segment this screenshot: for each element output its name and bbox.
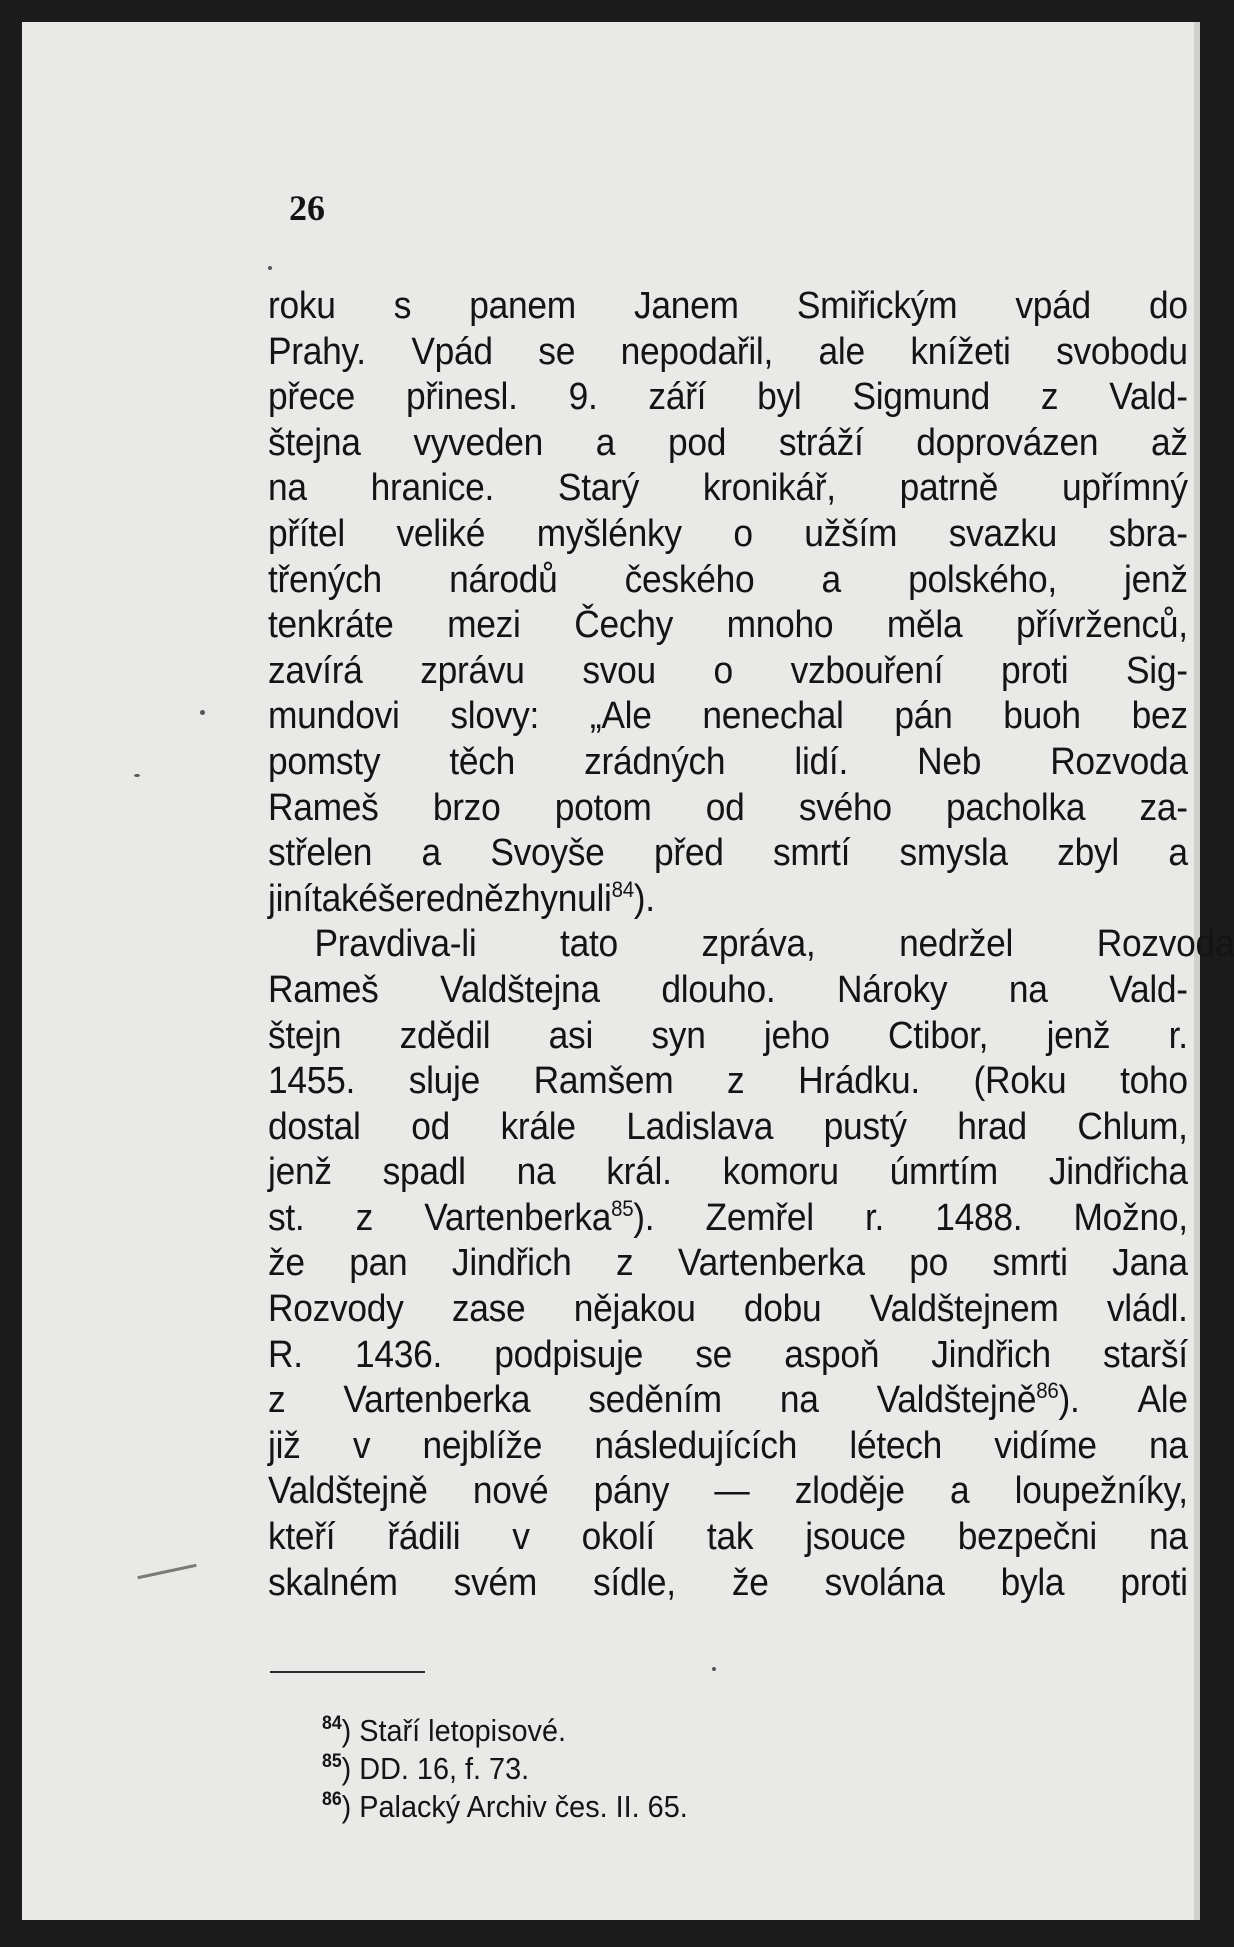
word: z xyxy=(615,1242,634,1285)
word: tenkráte xyxy=(268,604,394,647)
word: okolí xyxy=(581,1516,655,1559)
word: panem xyxy=(469,285,576,327)
book-page xyxy=(22,22,1234,1920)
word: smysla xyxy=(899,832,1008,875)
page-speck xyxy=(200,710,205,715)
word: řádili xyxy=(387,1516,461,1559)
word: svobodu xyxy=(1056,330,1188,373)
word: nedržel xyxy=(899,923,1014,966)
word: národů xyxy=(449,558,558,601)
text-line xyxy=(268,330,1188,376)
word: st. xyxy=(268,1196,305,1239)
word: spadl xyxy=(382,1151,466,1194)
word: svazku xyxy=(948,512,1058,555)
text-line xyxy=(268,740,1188,786)
text-line xyxy=(268,1014,1188,1060)
word: sluje xyxy=(408,1060,480,1103)
word: až xyxy=(1150,421,1188,464)
page-speck xyxy=(268,266,272,270)
word: jsouce xyxy=(805,1516,906,1559)
text-line xyxy=(268,1059,1188,1105)
word: zavírá xyxy=(268,649,363,692)
word: Valdštejně xyxy=(268,1470,428,1513)
text-line xyxy=(268,1150,1188,1196)
text-line xyxy=(268,1333,1188,1379)
word: polského, xyxy=(908,558,1057,601)
text-line xyxy=(268,786,1188,832)
word: jenž xyxy=(268,1151,332,1194)
word: z xyxy=(727,1060,745,1103)
word: Možno, xyxy=(1073,1196,1188,1239)
word: štejn xyxy=(268,1014,342,1057)
word: r. xyxy=(865,1196,885,1239)
word: jenž xyxy=(1046,1014,1111,1057)
word: od xyxy=(411,1105,450,1148)
word: po xyxy=(909,1242,949,1285)
word: vpád xyxy=(1015,285,1091,327)
word: skalném xyxy=(268,1561,398,1604)
word: 1488. xyxy=(935,1196,1023,1239)
word: r. xyxy=(1168,1014,1188,1057)
footnote-ref-close: ). xyxy=(1058,1379,1080,1422)
word: vidíme xyxy=(994,1424,1097,1467)
word: ale xyxy=(818,330,865,373)
word: tak xyxy=(706,1516,754,1559)
word-with-ref xyxy=(424,1196,654,1242)
word: přinesl. xyxy=(405,376,518,419)
word: na xyxy=(779,1379,819,1422)
word: 1455. xyxy=(268,1060,356,1103)
word: roku xyxy=(268,285,336,327)
text-line xyxy=(268,831,1188,877)
word: přítel xyxy=(268,512,345,555)
word: přívrženců, xyxy=(1016,604,1188,647)
word-with-ref xyxy=(877,1378,1080,1424)
word: zpráva, xyxy=(701,923,816,966)
word: Sigmund xyxy=(852,376,990,419)
text-line xyxy=(268,1424,1188,1470)
word: a xyxy=(595,421,616,464)
word: pán xyxy=(894,695,953,738)
word: jeho xyxy=(763,1014,830,1057)
text-line xyxy=(268,694,1188,740)
word: svou xyxy=(582,649,656,692)
text-line xyxy=(268,375,1188,421)
word: střelen xyxy=(268,832,373,875)
word: zdědil xyxy=(399,1014,491,1057)
word: „Ale xyxy=(589,695,652,738)
word: (Roku xyxy=(973,1060,1067,1103)
text-line xyxy=(268,603,1188,649)
word: mezi xyxy=(447,604,521,647)
word: Hrádku. xyxy=(798,1060,920,1103)
word: pan xyxy=(349,1242,408,1285)
word: Vald- xyxy=(1109,376,1188,419)
word: o xyxy=(713,649,733,692)
word: zprávu xyxy=(420,649,525,692)
word: 1436. xyxy=(354,1333,443,1376)
text-line xyxy=(268,1105,1188,1151)
word: buoh xyxy=(1003,695,1081,738)
word: létech xyxy=(849,1424,943,1467)
word: přece xyxy=(268,376,356,419)
word: vládl. xyxy=(1106,1288,1188,1331)
word: smrtí xyxy=(772,832,851,875)
word: že xyxy=(731,1561,769,1604)
word: mundovi xyxy=(268,695,400,738)
word: z xyxy=(355,1196,374,1239)
word: na xyxy=(516,1151,556,1194)
word: Ladislava xyxy=(626,1105,774,1148)
text-line xyxy=(268,284,1188,330)
word: seděním xyxy=(588,1379,722,1422)
word: a xyxy=(1168,832,1188,875)
word: Jindřich xyxy=(451,1242,572,1285)
word: veliké xyxy=(396,512,486,555)
footnote-ref-close: ). xyxy=(633,877,655,920)
text-line xyxy=(268,1378,1188,1424)
word: o xyxy=(733,512,753,555)
word: zase xyxy=(451,1288,526,1331)
word: těch xyxy=(449,740,516,783)
word: Zemřel xyxy=(705,1196,814,1239)
word: pustý xyxy=(823,1105,907,1148)
word: na xyxy=(1148,1516,1188,1559)
word: Ctibor, xyxy=(888,1014,989,1057)
word: jiní xyxy=(268,877,313,920)
word: Ramšem xyxy=(533,1060,674,1103)
word: jenž xyxy=(1124,558,1188,601)
word: v xyxy=(352,1424,371,1467)
word: a xyxy=(950,1470,970,1513)
word: se xyxy=(695,1333,732,1376)
word: Smiřickým xyxy=(796,285,958,327)
word: Rozvoda xyxy=(1050,740,1188,783)
word: sídle, xyxy=(593,1561,676,1604)
word: pacholka xyxy=(945,786,1086,829)
word: Vartenberka xyxy=(677,1242,865,1285)
word: R. xyxy=(268,1333,303,1376)
page-speck xyxy=(134,774,140,777)
text-line xyxy=(268,877,1188,923)
word: toho xyxy=(1120,1060,1188,1103)
word: Janem xyxy=(634,285,739,327)
word: Nároky xyxy=(837,968,948,1011)
word: z xyxy=(268,1379,286,1422)
word: Jana xyxy=(1112,1242,1188,1285)
page-scratch xyxy=(137,1564,196,1579)
word: dostal xyxy=(268,1105,361,1148)
word: na xyxy=(268,467,307,510)
word: na xyxy=(1008,968,1048,1011)
word: nové xyxy=(472,1470,549,1513)
word: Jindřicha xyxy=(1048,1151,1188,1194)
word: do xyxy=(1149,285,1188,327)
text-line xyxy=(268,1196,1188,1242)
text-line xyxy=(268,649,1188,695)
word: Prahy. xyxy=(268,330,366,373)
word: — xyxy=(714,1470,750,1513)
word: Sig- xyxy=(1126,649,1188,692)
word: Rameš xyxy=(268,786,379,829)
word: dobu xyxy=(743,1288,822,1331)
word: Starý xyxy=(557,467,639,510)
word: Neb xyxy=(917,740,982,783)
word: měla xyxy=(886,604,963,647)
word: byla xyxy=(1000,1561,1065,1604)
word: dlouho. xyxy=(661,968,776,1011)
footnote-separator xyxy=(270,1671,425,1673)
word: slovy: xyxy=(450,695,540,738)
word: Svoyše xyxy=(490,832,605,875)
word: zloděje xyxy=(794,1470,905,1513)
word: Rozvoda xyxy=(1096,923,1234,966)
word: šeredně xyxy=(377,877,504,920)
word: komoru xyxy=(722,1151,839,1194)
word: z xyxy=(1040,376,1059,419)
word: potom xyxy=(554,786,652,829)
word: svolána xyxy=(824,1561,945,1604)
footnote-ref-86: 86 xyxy=(1036,1378,1059,1404)
footnote-ref-85: 85 xyxy=(611,1195,634,1221)
word: září xyxy=(648,376,707,419)
word: loupežníky, xyxy=(1014,1470,1188,1513)
text-line xyxy=(268,558,1188,604)
page-number: 26 xyxy=(289,188,325,228)
word: sbra- xyxy=(1108,512,1188,555)
word: myšlénky xyxy=(536,512,682,555)
word: Čechy xyxy=(574,604,673,647)
word: Rameš xyxy=(268,968,379,1011)
word: knížeti xyxy=(910,330,1011,373)
word: krále xyxy=(500,1105,576,1148)
word: král. xyxy=(606,1151,672,1194)
word: svém xyxy=(453,1561,538,1604)
word: že xyxy=(268,1242,305,1285)
footnote-ref-close: ). xyxy=(633,1196,655,1239)
word: úmrtím xyxy=(889,1151,998,1194)
word: aspoň xyxy=(784,1333,880,1376)
word: před xyxy=(653,832,724,875)
word: již xyxy=(268,1424,301,1467)
word: užším xyxy=(804,512,898,555)
word: pomsty xyxy=(268,740,381,783)
word: nepodařil, xyxy=(620,330,774,373)
word: pány xyxy=(593,1470,670,1513)
word: hrad xyxy=(957,1105,1027,1148)
word: Jindřich xyxy=(931,1333,1051,1376)
word: kronikář, xyxy=(702,467,836,510)
word: brzo xyxy=(432,786,501,829)
footnote-ref-84: 84 xyxy=(611,876,634,902)
word: zrádných xyxy=(584,740,726,783)
text-line xyxy=(268,1515,1188,1561)
text-line xyxy=(268,1561,1188,1607)
word: podpisuje xyxy=(494,1333,644,1376)
word: za- xyxy=(1139,786,1188,829)
word: od xyxy=(705,786,745,829)
page-edge xyxy=(1194,22,1200,1920)
text-line xyxy=(268,1241,1188,1287)
word: lidí. xyxy=(794,740,849,783)
word: asi xyxy=(548,1014,594,1057)
word: s xyxy=(393,285,412,327)
word: následujících xyxy=(594,1424,798,1467)
word: upřímný xyxy=(1062,467,1188,510)
text-line xyxy=(268,466,1188,512)
text-line xyxy=(268,922,1234,968)
word: patrně xyxy=(899,467,999,510)
word: syn xyxy=(651,1014,706,1057)
word: svého xyxy=(798,786,892,829)
word: v xyxy=(512,1516,530,1559)
word: Rozvody xyxy=(268,1288,404,1331)
word: zhynuli xyxy=(503,877,612,920)
word: vzbouření xyxy=(790,649,944,692)
word: stráží xyxy=(778,421,864,464)
word: štejna xyxy=(268,421,361,464)
word: doprovázen xyxy=(916,421,1099,464)
text-line xyxy=(268,1469,1188,1515)
word: Vald- xyxy=(1109,968,1188,1011)
word: kteří xyxy=(268,1516,336,1559)
word: Ale xyxy=(1137,1379,1188,1422)
text-line xyxy=(268,512,1188,558)
word: Valdštejnem xyxy=(869,1288,1059,1331)
word: mnoho xyxy=(726,604,834,647)
word: se xyxy=(538,330,576,373)
word: Pravdiva-li xyxy=(314,923,477,966)
word: Vpád xyxy=(411,330,493,373)
text-line xyxy=(268,421,1188,467)
word: byl xyxy=(757,376,802,419)
word: a xyxy=(821,558,841,601)
word: Chlum, xyxy=(1077,1105,1188,1148)
word: českého xyxy=(624,558,755,601)
word: hranice. xyxy=(370,467,495,510)
word: 9. xyxy=(568,376,598,419)
word: a xyxy=(421,832,441,875)
body-text xyxy=(268,284,1234,1606)
word: bezpečni xyxy=(957,1516,1097,1559)
footnote-86: $^{86}$) Palacký Archiv čes. II. 65. xyxy=(322,1789,688,1824)
word: proti xyxy=(1120,1561,1188,1604)
word: Vartenberka xyxy=(343,1379,531,1422)
word: Vartenberka xyxy=(424,1196,612,1239)
word: starší xyxy=(1103,1333,1188,1376)
word: smrti xyxy=(992,1242,1068,1285)
word: nějakou xyxy=(573,1288,696,1331)
word: bez xyxy=(1131,695,1188,738)
word: třených xyxy=(268,558,382,601)
word: proti xyxy=(1000,649,1069,692)
word: také xyxy=(312,877,378,920)
word: na xyxy=(1149,1424,1188,1467)
text-line xyxy=(268,968,1188,1014)
word: nenechal xyxy=(702,695,844,738)
word: vyveden xyxy=(413,421,544,464)
footnotes xyxy=(322,1712,1022,1826)
page-speck xyxy=(712,1667,716,1671)
text-line xyxy=(268,1287,1188,1333)
word: tato xyxy=(560,923,618,966)
footnote-85: $^{85}$) DD. 16, f. 73. xyxy=(322,1751,530,1786)
word: Valdštejně xyxy=(876,1379,1037,1422)
word: nejblíže xyxy=(422,1424,543,1467)
word: pod xyxy=(667,421,727,464)
word: Valdštejna xyxy=(440,968,600,1011)
footnote-84: $^{84}$) Staří letopisové. xyxy=(322,1713,566,1748)
word-with-ref xyxy=(504,877,655,923)
word: zbyl xyxy=(1057,832,1119,875)
